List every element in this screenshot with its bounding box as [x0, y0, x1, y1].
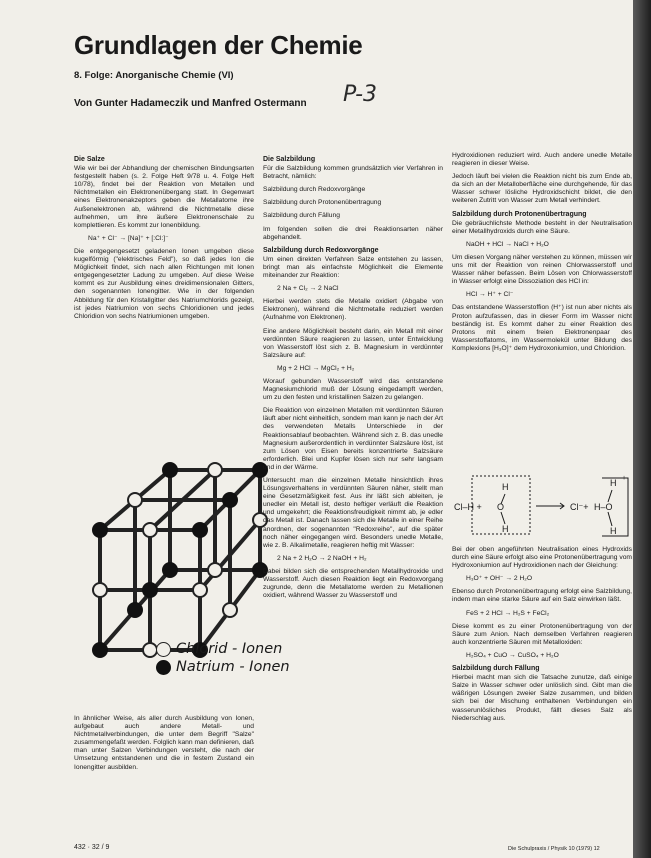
paragraph: Wie wir bei der Abhandlung der chemischen Bindungsarten festgestellt haben (s. 2. Folge Heft 9/78 u. 4. Folge Heft 10/78), findet bei der Reaktion von Metallen und Nichtmetallen ein Elektronenübergang statt. In Gegenwart eines Elektronenakzeptors geben die Metallatome ihre Außenelektronen ab, während die Nichtmetalle diese aufnehmen, um ihre äußere Elektronenschale zu komplettieren. Es kommt zur Ionenbildung. [74, 165, 254, 229]
paragraph: Eine andere Möglichkeit besteht darin, ein Metall mit einer verdünnten Säure reagieren zu lassen, unter Entwicklung von Wasserstoff löst sich z. B. Magnesium in verdünnter Salzsäure auf: [263, 327, 443, 359]
svg-text:Cl–H +: Cl–H + [454, 502, 482, 512]
paragraph: Die entgegengesetzt geladenen Ionen umgeben diese kugelförmig ("elektrisches Feld"), so daß jedes Ion die Möglichkeit findet, sich nach allen Richtungen mit Ionen entgegengesetzter Ladung zu umgeben. Auf diese Weise kommt es zur Ausbildung eines dreidimensionalen Gitters, den sogenannten Ionengitter. Wie in der folgenden Abbildung für den Kristallgitter des Natriumchlorids gezeigt, ist jedes Natriumion von sechs Chloridionen und jedes Chloridion von sechs Natriumionen umgeben. [74, 247, 254, 320]
section-heading-protonen: Salzbildung durch Protonenübertragung [452, 210, 587, 218]
paragraph: Jedoch läuft bei vielen die Reaktion nicht bis zum Ende ab, da sich an der Metalloberfläche eine durchgehende, für das Wasser schwer lösliche Hydroxidschicht bildet, die den weiteren Zutritt von Wasser zum Metall verhindert. [452, 173, 632, 205]
handwritten-note: P-3 [343, 82, 377, 107]
paragraph: Dabei bilden sich die entsprechenden Metallhydroxide und Wasserstoff. Auch diesen Reaktion liegt ein Redoxvorgang zugrunde, denn die Metallatome werden zu Metallionen oxidiert, während Wasser zu Wasserstoff und [263, 567, 443, 600]
paragraph: Hierbei werden stets die Metalle oxidiert (Abgabe von Elektronen), während die Nichtmetalle reduziert werden (Aufnahme von Elektronen). [263, 298, 443, 322]
paragraph: Diese kommt es zu einer Protonenübertragung von der Säure zum Anion. Nach demselben Verfahren reagieren auch konzentrierte Säuren mit Metalloxiden: [452, 622, 632, 646]
svg-text:H: H [610, 478, 617, 488]
paragraph: Um diesen Vorgang näher verstehen zu können, müssen wir uns mit der Reaktion von reinen Chlorwasserstoff und Wasser näher befassen. Beim Lösen von Chlorwasserstoff in Wasser erfolgt eine Dissoziation des HCl in: [452, 253, 632, 286]
svg-text:H: H [502, 482, 509, 492]
svg-text:+: + [622, 475, 627, 482]
journal-footer: Die Schulpraxis / Physik 10 (1979) 12 [508, 846, 600, 852]
paragraph: Worauf gebunden Wasserstoff wird das entstandene Magnesiumchlorid muß der Lösung eingedampft werden, um zu den festen und kristallinen Salzen zu gelangen. [263, 377, 443, 402]
equation: NaOH + HCl → NaCl + H₂O [466, 240, 549, 248]
svg-text:Cl⁻+: Cl⁻+ [570, 502, 589, 512]
paragraph: Für die Salzbildung kommen grundsätzlich vier Verfahren in Betracht, nämlich: [263, 165, 443, 181]
paragraph: Das entstandene Wasserstoffion (H⁺) ist nun aber nichts als Proton aufzufassen, das in dieser Form im Wasser nicht beständig ist. Es kommt daher zu einer Reaktion des Protons mit einem freien Elektronenpaar des Wasserstoffatoms, im Wassermolekül unter Bildung des Komplexions [H₃O]⁺ dem Hydroxoniumion, und Chloridion. [452, 304, 632, 352]
equation: Na⁺ + Cl⁻ → [Na]⁺ + [:Cl:]⁻ [88, 234, 169, 242]
equation: H₂SO₄ + CuO → CuSO₄ + H₂O [466, 651, 559, 659]
paragraph: Untersucht man die einzelnen Metalle hinsichtlich ihres Lösungsverhaltens in verdünnten Säuren näher, stellt man eine Gesetzmäßigkeit fest. Aus ihr läßt sich ableiten, je unedler ein Metall ist, desto heftiger verläuft die Reaktion und umgekehrt; die Reaktionsfreudigkeit nimmt ab, je edler das Metall ist. Danach lassen sich die Metalle in einer Reihe anordnen, der sogenannten "Redoxreihe", auf die später noch näher eingegangen wird. Besonders unedle Metalle, wie z. B. Alkalimetalle, reagieren heftig mit Wasser: [263, 477, 443, 549]
page-number: 432 · 32 / 9 [74, 844, 110, 851]
svg-text:O: O [497, 502, 505, 512]
equation: 2 Na + 2 H₂O → 2 NaOH + H₂ [277, 554, 367, 562]
section-heading-faellung: Salzbildung durch Fällung [452, 665, 540, 673]
list-item: Salzbildung durch Redoxvorgänge [263, 186, 366, 194]
equation: Mg + 2 HCl → MgCl₂ + H₂ [277, 364, 355, 372]
equation: H₃O⁺ + OH⁻ → 2 H₂O [466, 575, 533, 583]
page-title: Grundlagen der Chemie [74, 30, 363, 60]
figure-legend [156, 640, 290, 676]
page-edge-shadow [633, 0, 651, 858]
column-3 [452, 152, 632, 358]
series-subtitle: 8. Folge: Anorganische Chemie (VI) [74, 70, 234, 81]
section-heading-redox: Salzbildung durch Redoxvorgänge [263, 246, 379, 254]
paragraph: Hydroxidionen reduziert wird. Auch andere unedle Metalle reagieren in dieser Weise. [452, 152, 632, 168]
svg-text:H: H [502, 524, 509, 534]
hydronium-formation-diagram [452, 470, 630, 542]
section-heading-salze: Die Salze [74, 156, 105, 163]
paragraph: Ebenso durch Protonenübertragung erfolgt eine Salzbildung, indem man eine starke Säure auf ein Salz einwirken läßt. [452, 588, 632, 604]
paragraph: Bei der oben angeführten Neutralisation eines Hydroxids durch eine Säure erfolgt also eine Protonenübertragung vom Hydroxoniumion auf Hydroxidionen nach der Gleichung: [452, 546, 632, 570]
equation: FeS + 2 HCl → H₂S + FeCl₂ [466, 609, 550, 617]
equation: 2 Na + Cl₂ → 2 NaCl [277, 285, 339, 293]
open-circle-icon [156, 642, 171, 657]
column-1 [74, 152, 254, 326]
paragraph: Die Reaktion von einzelnen Metallen mit verdünnten Säuren läuft aber nicht einheitlich, sondern man kann je nach der Art des verwendeten Metalls Unterschiede in der Reaktionsablauf beobachten. Während sich z. B. das unedle Magnesium außerordentlich in verdünnter Salzsäure löst, ist zum Lösen von Eisen bereits konzentrierte Salzsäure erforderlich. Blei und Kupfer lösen sich nur sehr langsam und in der Wärme. [263, 407, 443, 471]
paragraph: Die gebräuchlichste Methode besteht in der Neutralisation einer Metallhydroxids durch eine Säure. [452, 219, 632, 235]
section-heading-salzbildung: Die Salzbildung [263, 156, 316, 163]
svg-text:H–O: H–O [594, 502, 613, 512]
legend-chloride: Chlorid - Ionen [156, 640, 290, 658]
list-item: Salzbildung durch Protonenübertragung [263, 199, 382, 207]
svg-text:H: H [610, 526, 617, 536]
equation: HCl → H⁺ + Cl⁻ [466, 291, 514, 299]
paragraph: In ähnlicher Weise, als aller durch Ausbildung von Ionen, aufgebaut auch andere Metall- und Nichtmetallverbindungen, die unter dem Begriff "Salze" zusammengefaßt werden. Folglich kann man definieren, daß man unter Salzen Verbindungen versteht, die nach der Umsetzung entstandenen und die in festem Zustand ein Ionengitter ausbilden. [74, 715, 254, 771]
legend-sodium: Natrium - Ionen [156, 658, 290, 676]
paragraph: Im folgenden sollen die drei Reaktionsarten näher abgehandelt. [263, 225, 443, 241]
column-2 [263, 152, 443, 605]
filled-circle-icon [156, 660, 171, 675]
column-1-bottom [74, 715, 254, 777]
paragraph: Um einen direkten Verfahren Salze entstehen zu lassen, bringt man als einfachste Möglichkeit die Elemente miteinander zur Reaktion: [263, 255, 443, 280]
paragraph: Hierbei macht man sich die Tatsache zunutze, daß einige Salze in Wasser schwer oder unlöslich sind. Gibt man die wäßrigen Lösungen zweier Salze zusammen, und bilden sich bei der Mischung enthaltenen Verbindungen ein wasserunlösliches Produkt, fällt dieses Salz als Niederschlag aus. [452, 674, 632, 722]
authors-line: Von Gunter Hadameczik und Manfred Ostermann [74, 98, 307, 109]
list-item: Salzbildung durch Fällung [263, 212, 340, 220]
column-3-bottom [452, 546, 632, 728]
